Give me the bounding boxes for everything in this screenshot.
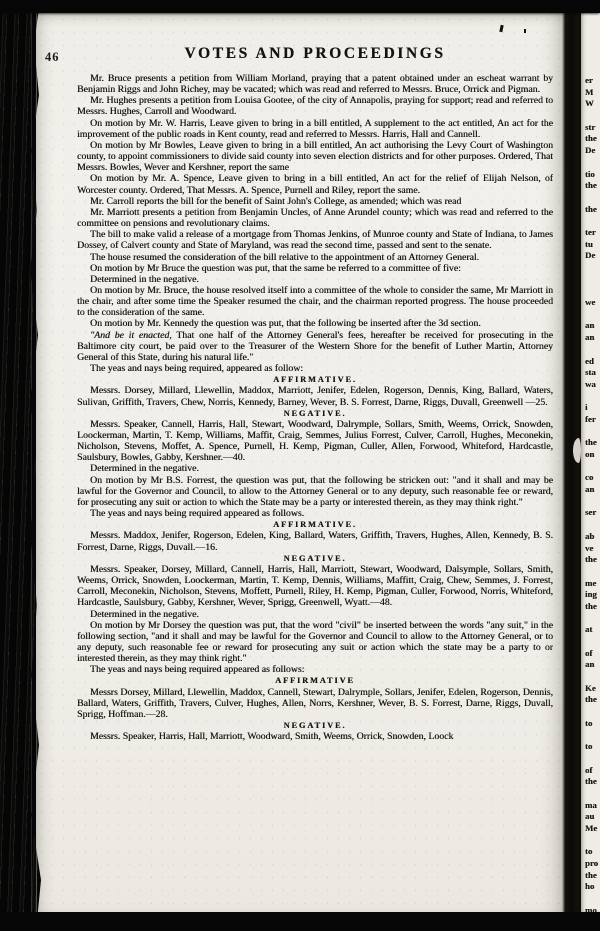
text-fragment: ing bbox=[585, 589, 597, 600]
text-fragment bbox=[585, 157, 600, 169]
paragraph: Messrs. Speaker, Harris, Hall, Marriott, Woodward, Smith, Weems, Orrick, Snowden, Loock bbox=[90, 731, 454, 743]
text-fragment: the bbox=[585, 869, 597, 880]
text-fragment bbox=[585, 215, 600, 227]
text-fragment bbox=[585, 344, 600, 356]
vote-heading: AFFIRMATIVE bbox=[275, 676, 355, 686]
page-gutter-shadow bbox=[562, 0, 582, 931]
text-fragment: to bbox=[585, 741, 593, 752]
paragraph: "And be it enacted, That one half of the Attorney General's fees, hereafter be received for prosecuting in the Baltimore city court, be paid over to the Treasurer of the Western Shore for the benefit of Luther Martin, Attorney General of this State, during his natural life." bbox=[77, 329, 553, 363]
vote-heading: NEGATIVE. bbox=[283, 553, 347, 563]
paragraph: Messrs. Maddox, Jenifer, Rogerson, Edelen, King, Ballard, Waters, Griffith, Travers, Hughes, Allen, Kennedy, B. S. Forrest, Darne, Riggs, Duvall.—16. bbox=[77, 530, 553, 553]
text-fragment: M bbox=[585, 86, 594, 97]
text-fragment: pro bbox=[585, 858, 599, 869]
text-fragment: i bbox=[585, 402, 588, 413]
text-fragment bbox=[585, 274, 600, 286]
page-body bbox=[77, 73, 553, 912]
paragraph: Determined in the negative. bbox=[90, 273, 199, 285]
paragraph: Messrs. Dorsey, Millard, Llewellin, Maddox, Marriott, Jenifer, Edelen, Rogerson, Dennis, King, Ballard, Waters, Sulivan, Griffith, Travers, Chew, Norris, Kennedy, Barney, Wever, B. S. Forrest, Darne, Riggs, Duvall, Greenwell —25. bbox=[77, 385, 553, 408]
text-fragment bbox=[585, 788, 600, 800]
paragraph: On motion by Mr B.S. Forrest, the question was put, that the following be stricken out: "and it shall and may be lawful for the Governor and Council, to allow to the Attorney General or to any deputy, such reasonable fee or reward, for prosecuting any suit or action to which the State may be a party or interested therein, as they may think right." bbox=[77, 474, 553, 508]
paragraph: Mr. Marriott presents a petition from Benjamin Uncles, of Anne Arundel county; which was read and referred to the committee on pensions and revolutionary claims. bbox=[77, 206, 553, 230]
page-title: VOTES AND PROCEEDINGS bbox=[184, 45, 446, 62]
text-fragment: W bbox=[585, 98, 594, 109]
paragraph: Determined in the negative. bbox=[90, 463, 199, 475]
paragraph: The yeas and nays being required appeared as follows: bbox=[90, 664, 305, 676]
paragraph: Messrs. Speaker, Dorsey, Millard, Cannell, Harris, Hall, Marriott, Stewart, Woodward, Dalsymple, Sollars, Smith, Weems, Orrick, Snowden, Loockerman, Martin, T. Kemp, Dennis, Williams, Maffitt, Craig, Chew, Semmes, J. Forrest, Carroll, Meconekin, Nicholson, Stevens, Moffett, Purnell, Riley, H. Kemp, Pigman, Culler, Forwood, Norris, Whiteford, Hardcastle, Saulsbury, Gabby, Kershner, Wever, Sprigg, Greenwell, Wyatt.—48. bbox=[77, 563, 553, 609]
text-fragment: the bbox=[585, 554, 597, 565]
text-fragment bbox=[585, 391, 600, 403]
paragraph: The bill to make valid a release of a mortgage from Thomas Jenkins, of Munroe county and State of Indiana, to James Dossey, of Calvert county and State of Maryland, was read the second time, passed and sent to the senate. bbox=[77, 229, 553, 252]
text-fragment: co bbox=[585, 472, 594, 483]
text-fragment: an bbox=[585, 320, 595, 331]
text-fragment bbox=[585, 192, 600, 204]
paragraph: On motion by Mr Bruce the question was put, that the same be referred to a committee of five: bbox=[90, 262, 461, 274]
text-fragment: wa bbox=[585, 378, 596, 389]
paragraph: Messrs. Speaker, Cannell, Harris, Hall, Stewart, Woodward, Dalrymple, Sollars, Smith, Weems, Orrick, Snowden, Loockerman, Martin, T. Kemp, Williams, Maffit, Craig, Semmes, Julius Forrest, Culver, Carroll, Hughes, Meconekin, Nicholson, Stevens, Moffet, A. Spence, Purnell, H. Kemp, Pigman, Culler, Allen, Forwood, Whiteford, Hardcastle, Saulsbury, Bowles, Gabby, Kershner.—40. bbox=[77, 418, 553, 464]
edge-fragments bbox=[581, 13, 600, 912]
paragraph: Messrs Dorsey, Millard, Llewellin, Maddox, Cannell, Stewart, Dalrymple, Sollars, Jenifer, Edelen, Rogerson, Dennis, Ballard, Waters, Griffith, Travers, Culver, Hughes, Allen, Norrs, Kershner, Wever, B. S. Forrest, Darne, Riggs, Duvall, Sprigg, Hoffman.—28. bbox=[77, 686, 553, 720]
paragraph: Mr. Carroll reports the bill for the benefit of Saint John's College, as amended; which was read bbox=[90, 195, 462, 207]
text-fragment: au bbox=[585, 811, 595, 822]
vote-heading: NEGATIVE. bbox=[283, 721, 347, 731]
text-fragment: an bbox=[585, 332, 595, 343]
vote-heading: AFFIRMATIVE. bbox=[273, 520, 357, 530]
text-fragment bbox=[585, 461, 600, 473]
paragraph: On motion by Mr Bowles, Leave given to bring in a bill entitled, An act authorising the Levy Court of Washington county, to appoint commissioners to divide said county into seven election districts and for other purposes. Ordered, That Messrs. Bowles, Wever and Kershner, report the same bbox=[77, 139, 553, 174]
page-number: 46 bbox=[45, 50, 60, 64]
text-fragment bbox=[585, 309, 600, 321]
text-fragment: of bbox=[585, 647, 593, 658]
text-fragment: ve bbox=[585, 542, 594, 553]
text-fragment: er bbox=[585, 75, 593, 85]
paragraph: On motion by Mr. Kennedy the question was put, that the following be inserted after the 3d section. bbox=[90, 318, 481, 330]
text-fragment: the bbox=[585, 133, 597, 144]
text-fragment bbox=[585, 426, 600, 438]
text-fragment: De bbox=[585, 145, 596, 156]
text-fragment: tu bbox=[585, 238, 593, 249]
paragraph: Mr. Hughes presents a petition from Louisa Gootee, of the city of Annapolis, praying for support; read and referred to Messrs. Hughes, Carroll and Woodward. bbox=[77, 95, 553, 118]
paragraph: On motion by Mr. A. Spence, Leave given to bring in a bill entitled, An act for the relief of Elijah Nelson, of Worcester county. Ordered, That Messrs. A. Spence, Purnell and Riley, report the same. bbox=[77, 173, 553, 196]
text-fragment bbox=[585, 496, 600, 508]
text-fragment: str bbox=[585, 121, 596, 132]
text-fragment: ab bbox=[585, 530, 595, 541]
text-fragment: the bbox=[585, 600, 597, 611]
adjacent-page-edge bbox=[581, 13, 600, 912]
text-fragment: ter bbox=[585, 226, 596, 237]
paragraph: Mr. Bruce presents a petition from William Morland, praying that a patent obtained under an escheat warrant by Benjamin Riggs and John Richey, may be vacated; which was read and referred to Messrs. Bruce, Orrick and Pigman. bbox=[77, 73, 553, 96]
text-fragment bbox=[585, 262, 600, 274]
text-fragment: the bbox=[585, 180, 597, 191]
text-fragment: ed bbox=[585, 355, 594, 366]
text-fragment bbox=[585, 285, 600, 297]
text-fragment: the bbox=[585, 694, 597, 705]
text-fragment: at bbox=[585, 624, 593, 635]
scan-top-band bbox=[0, 0, 600, 13]
paragraph: Determined in the negative. bbox=[90, 608, 199, 620]
paragraph: The yeas and nays being required, appeared as follow: bbox=[90, 363, 304, 375]
text-fragment: of bbox=[585, 764, 593, 775]
text-fragment: the bbox=[585, 776, 597, 787]
ink-speck bbox=[524, 29, 526, 33]
text-fragment: Me bbox=[585, 823, 598, 833]
text-fragment: me bbox=[585, 577, 597, 588]
text-fragment: Ke bbox=[585, 682, 596, 693]
text-fragment bbox=[585, 730, 600, 742]
text-fragment: ma bbox=[585, 799, 597, 810]
text-fragment bbox=[585, 706, 600, 718]
text-fragment bbox=[585, 566, 600, 578]
vote-heading: AFFIRMATIVE. bbox=[273, 375, 357, 385]
text-fragment bbox=[585, 671, 600, 683]
text-fragment bbox=[585, 110, 600, 122]
text-fragment bbox=[585, 893, 600, 905]
text-fragment: De bbox=[585, 250, 596, 261]
text-fragment: ser bbox=[585, 507, 597, 518]
text-fragment: to bbox=[585, 717, 593, 728]
vote-heading: NEGATIVE. bbox=[283, 408, 347, 418]
text-fragment: to bbox=[585, 846, 593, 857]
text-fragment: the bbox=[585, 203, 597, 214]
text-fragment: an bbox=[585, 484, 595, 495]
text-fragment: mo bbox=[585, 904, 597, 912]
text-fragment bbox=[585, 835, 600, 847]
text-fragment: sta bbox=[585, 367, 596, 378]
text-fragment: the bbox=[585, 437, 597, 448]
text-fragment bbox=[585, 753, 600, 765]
text-fragment: tio bbox=[585, 168, 595, 179]
document-page bbox=[36, 13, 565, 914]
paragraph: On motion by Mr. W. Harris, Leave given to bring in a bill entitled, A supplement to the act entitled, An act for the improvement of the public roads in Kent county, read and referred to Messrs. Harris, Hall and Cannell. bbox=[77, 117, 553, 140]
scan-bottom-band bbox=[0, 912, 600, 931]
text-fragment bbox=[585, 636, 600, 648]
gutter-paper-notch bbox=[573, 438, 581, 463]
paragraph: The house resumed the consideration of the bill relative to the appointment of an Attorney General. bbox=[90, 251, 480, 263]
text-fragment bbox=[585, 519, 600, 531]
paragraph: On motion by Mr. Bruce, the house resolved itself into a committee of the whole to consider the same, Mr Marriott in the chair, and after some time the Speaker resumed the chair, and the chairman reported progress. The house proceeded to the consideration of the same. bbox=[77, 284, 553, 319]
text-fragment: an bbox=[585, 659, 595, 670]
text-fragment bbox=[585, 613, 600, 625]
paragraph: The yeas and nays being required appeared as follows. bbox=[90, 508, 305, 520]
text-fragment: we bbox=[585, 297, 596, 308]
paragraph: On motion by Mr Dorsey the question was put, that the word "civil" be inserted between the words "any suit," in the following section, "and it shall and may be lawful for the Governor and Council to allow to the Attorney General, or to any deputy, such reasonable fee or reward for prosecuting any suit or action which the state may be a party to or interested therein, as they may think right." bbox=[77, 619, 553, 665]
text-fragment: ho bbox=[585, 881, 595, 892]
text-fragment: on bbox=[585, 449, 595, 459]
text-fragment: fer bbox=[585, 413, 596, 424]
